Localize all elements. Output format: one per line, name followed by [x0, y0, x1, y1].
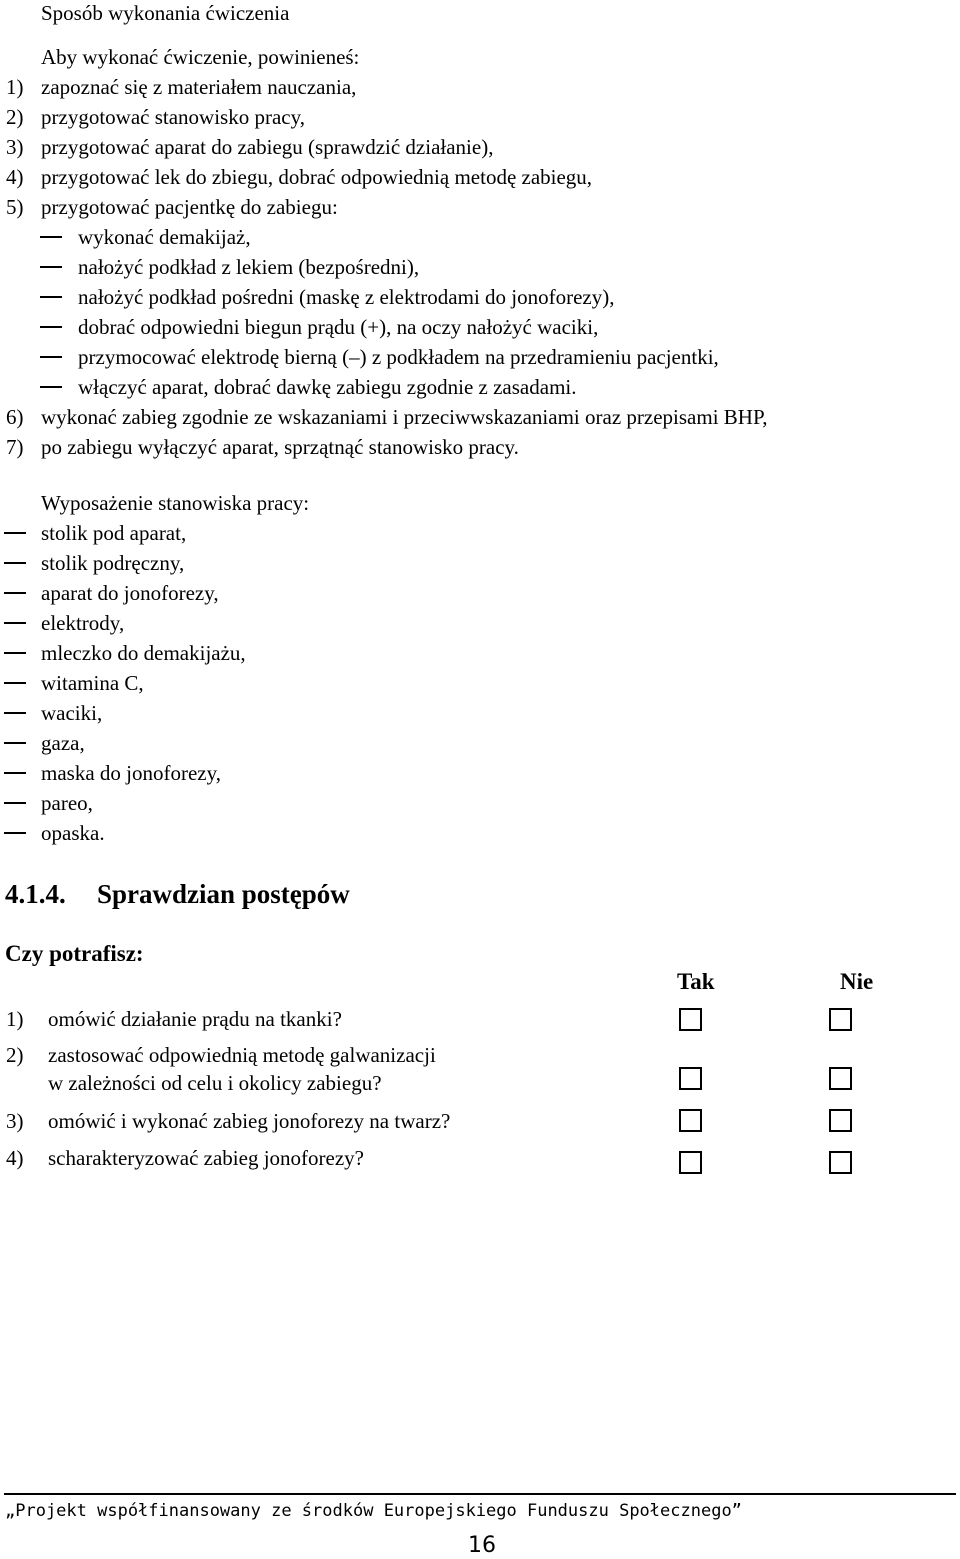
equipment-item: witamina C, — [41, 671, 144, 695]
dash-bullet — [4, 682, 26, 684]
step-number: 3) — [6, 135, 24, 159]
substep-text: dobrać odpowiedni biegun prądu (+), na oczy nałożyć waciki, — [78, 315, 599, 339]
checkbox-yes[interactable] — [679, 1008, 702, 1031]
checkbox-no[interactable] — [829, 1067, 852, 1090]
dash-bullet — [40, 386, 62, 388]
substep-text: przymocować elektrodę bierną (–) z podkładem na przedramieniu pacjentki, — [78, 345, 719, 369]
step-text: przygotować lek do zbiegu, dobrać odpowiednią metodę zabiegu, — [41, 165, 593, 189]
step-text: zapoznać się z materiałem nauczania, — [41, 75, 357, 99]
dash-bullet — [40, 326, 62, 328]
section-title: Sposób wykonania ćwiczenia — [41, 1, 290, 25]
step-text: przygotować pacjentkę do zabiegu: — [41, 195, 338, 219]
intro-text: Aby wykonać ćwiczenie, powinieneś: — [41, 45, 360, 69]
dash-bullet — [40, 296, 62, 298]
dash-bullet — [4, 832, 26, 834]
step-text: przygotować aparat do zabiegu (sprawdzić działanie), — [41, 135, 494, 159]
equipment-item: pareo, — [41, 791, 93, 815]
substep-text: nałożyć podkład z lekiem (bezpośredni), — [78, 255, 420, 279]
question-title: Czy potrafisz: — [5, 941, 144, 966]
dash-bullet — [4, 712, 26, 714]
question-number: 3) — [6, 1109, 24, 1133]
equipment-item: aparat do jonoforezy, — [41, 581, 219, 605]
equipment-item: stolik podręczny, — [41, 551, 185, 575]
step-number: 4) — [6, 165, 24, 189]
equipment-item: maska do jonoforezy, — [41, 761, 221, 785]
question-number: 4) — [6, 1146, 24, 1170]
step-number: 5) — [6, 195, 24, 219]
dash-bullet — [4, 622, 26, 624]
heading-number: 4.1.4. — [5, 879, 66, 909]
question-text: zastosować odpowiednią metodę galwanizacji — [48, 1043, 436, 1067]
question-text-continuation: w zależności od celu i okolicy zabiegu? — [48, 1071, 382, 1095]
question-number: 2) — [6, 1043, 24, 1067]
dash-bullet — [4, 652, 26, 654]
question-text: scharakteryzować zabieg jonoforezy? — [48, 1146, 364, 1170]
checkbox-no[interactable] — [829, 1151, 852, 1174]
checkbox-yes[interactable] — [679, 1067, 702, 1090]
step-text: wykonać zabieg zgodnie ze wskazaniami i przeciwwskazaniami oraz przepisami BHP, — [41, 405, 768, 429]
dash-bullet — [40, 356, 62, 358]
checkbox-yes[interactable] — [679, 1109, 702, 1132]
checkbox-yes[interactable] — [679, 1151, 702, 1174]
substep-text: włączyć aparat, dobrać dawkę zabiegu zgodnie z zasadami. — [78, 375, 577, 399]
equipment-title: Wyposażenie stanowiska pracy: — [41, 491, 310, 515]
step-number: 1) — [6, 75, 24, 99]
dash-bullet — [4, 532, 26, 534]
checkbox-no[interactable] — [829, 1109, 852, 1132]
dash-bullet — [4, 772, 26, 774]
question-text: omówić i wykonać zabieg jonoforezy na twarz? — [48, 1109, 451, 1133]
step-text: po zabiegu wyłączyć aparat, sprzątnąć stanowisko pracy. — [41, 435, 519, 459]
substep-text: nałożyć podkład pośredni (maskę z elektrodami do jonoforezy), — [78, 285, 615, 309]
step-number: 7) — [6, 435, 24, 459]
dash-bullet — [4, 802, 26, 804]
heading-title: Sprawdzian postępów — [97, 879, 350, 909]
equipment-item: elektrody, — [41, 611, 125, 635]
footer-text: „Projekt współfinansowany ze środków Europejskiego Funduszu Społecznego” — [5, 1501, 742, 1521]
step-text: przygotować stanowisko pracy, — [41, 105, 305, 129]
dash-bullet — [4, 592, 26, 594]
question-number: 1) — [6, 1007, 24, 1031]
step-number: 6) — [6, 405, 24, 429]
substep-text: wykonać demakijaż, — [78, 225, 251, 249]
equipment-item: gaza, — [41, 731, 85, 755]
step-number: 2) — [6, 105, 24, 129]
footer-divider — [4, 1493, 956, 1495]
column-header-yes: Tak — [677, 969, 715, 994]
column-header-no: Nie — [840, 969, 874, 994]
equipment-item: mleczko do demakijażu, — [41, 641, 246, 665]
page-number: 16 — [468, 1533, 496, 1558]
dash-bullet — [40, 236, 62, 238]
dash-bullet — [4, 742, 26, 744]
checkbox-no[interactable] — [829, 1008, 852, 1031]
dash-bullet — [4, 562, 26, 564]
dash-bullet — [40, 266, 62, 268]
equipment-item: waciki, — [41, 701, 103, 725]
equipment-item: stolik pod aparat, — [41, 521, 187, 545]
equipment-item: opaska. — [41, 821, 105, 845]
question-text: omówić działanie prądu na tkanki? — [48, 1007, 342, 1031]
